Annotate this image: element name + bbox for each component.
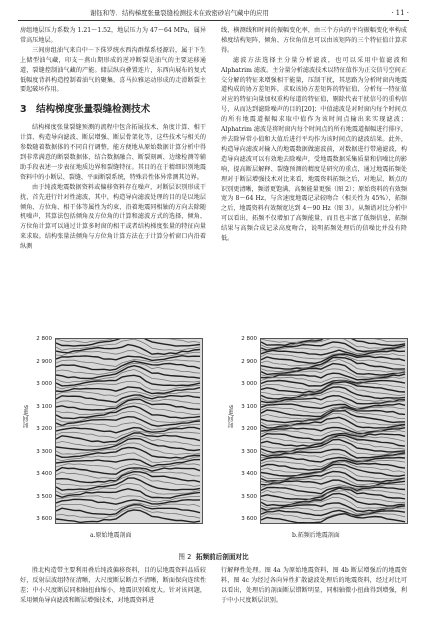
y-axis-ticks: [32, 335, 52, 522]
y-tick-label: 3 600: [36, 516, 52, 522]
seismic-section-original: [55, 338, 203, 524]
paragraph: 滤波方法选择主分量分析滤波，也可以采用中值滤波和 Alphatrim 滤波。主分量分析滤波技术以特征值作为正交信号空间正交分解的特征来增强相干能量，压制干扰，其思路为分析时窗内地震道构成的协方差矩阵，求取该协方差矩阵的特征值，分析每一特征值对应的特征向量加权重构每道的特征值，剔除代表干扰信号的重构信号，从而达到滤除噪声的目的[20]；中值滤波是对时窗内每个时间点的所有地震道振幅求取中值作为该时间点输出来实现滤波；Alphatrim 滤波是将时窗内每个时间点的所有地震道振幅进行排序，并去除异常小值和大值后进行平均作为该时间点的滤波结果。此外，构造导向滤波对输入的地震数据做滤波前，对数据进行带通滤波，构造导向滤波可以有效地去除噪声，受地震数据采集质量和信噪比的影响，提高断层解释、裂缝预测的精度是研究的重点，通过地震拓频处理对于断层增强技术对比来看，地震资料拓频之后，对地层、断点的识别更清晰，频谱更饱满，高频能量更强（图 2）；原始资料的有效频宽为 8～64 Hz，与含速度地震记录较吻合（相关性为 45%），拓频之后，地震资料有效频宽达到 4～90 Hz（图 3）。从频谱对比分析中可以看出，拓频不仅增加了高频能量，而且也丰富了低频信息，拓频结果与高频合成记录高度吻合，说明拓频处理后的信噪比并没有降低。: [221, 56, 407, 243]
y-tick-label: 3 300: [241, 448, 257, 455]
y-axis-label: 时间/ms: [23, 405, 30, 428]
figure-2: [20, 335, 407, 548]
y-tick-label: 3 400: [36, 471, 52, 477]
right-column: [221, 26, 407, 244]
page-header: [18, 6, 409, 21]
y-tick-label: 2 800: [241, 336, 257, 342]
seismic-panel-extended: [225, 335, 407, 522]
y-axis-label: 时间/ms: [228, 405, 235, 428]
paragraph: 房组地层压力系数为 1.21～1.52，地层压力为 47～64 MPa，属异常高压地层。: [20, 27, 206, 44]
y-tick-label: 3 100: [241, 403, 257, 410]
y-tick-label: 3 100: [36, 403, 52, 410]
paragraph: 线、横测线和时间的振幅变化率，由三个方向的平均振幅变化率构成梯度结构矩阵，倾角、方位角信息可以由该矩阵的三个特征值计算求得。: [221, 27, 407, 54]
paragraph: 三间房组油气来自中－下侏罗统水西沟群煤系烃源岩，属于下生上储型油气藏，印支－燕山期形成的逆冲断裂是油气的主要运移通道，裂缝控制油气藏的产能。储层纵向叠置连片，东西向展布的复式低幅度背斜构造控制着油气的聚集，喜马拉雅运动形成的走滑断裂主要起破坏作用。: [20, 46, 206, 94]
y-tick-label: 3 400: [241, 471, 257, 477]
caption-a: a.原始地震剖面: [90, 532, 132, 539]
y-tick-label: 2 800: [36, 336, 52, 342]
seismic-panel-original: [20, 335, 202, 522]
seismic-section-extended: [260, 338, 408, 524]
y-tick-label: 3 000: [241, 381, 257, 387]
paragraph: 胜北构造带主要利用叠后纯波偏移资料，目的层地震资料品质较好，反射层波组特征清晰，大尺度断层断点不清晰，断面保向连续性差；中小尺度断层同相轴扭曲缩小，地震识别难度大。针对该问题，采用倾角导向滤波和断层增强技术，对地震资料进: [20, 567, 206, 604]
y-tick-label: 2 900: [36, 358, 52, 365]
bottom-right-column: [221, 566, 407, 606]
y-tick-label: 2 900: [241, 358, 257, 365]
y-tick-label: 3 500: [36, 493, 52, 500]
section-heading: 3 结构梯度张量裂缝检测技术: [20, 104, 151, 116]
y-tick-label: 3 300: [36, 448, 52, 455]
caption-b: b.拓频后地震剖面: [292, 532, 340, 539]
y-tick-label: 3 200: [36, 426, 52, 432]
running-title: 谢钰和等．结构梯度张量裂缝检测技术在致密砂岩气藏中的应用: [90, 9, 269, 17]
bottom-left-column: [20, 566, 206, 606]
figure-title-text: 拓频前后剖面对比: [195, 553, 249, 561]
paragraph: 由于纯波地震数据资料或偏移资料存在噪声，对断层识别形成干扰，首先进行针对性滤波，其中，构造导向滤波处理的目的是以地层倾角、方位角、相干体等属性为约束，沿着地震同相轴的方向去除随机噪声，其算法包括倾角及方位角的计算和滤波方式的选择，倾角、方位角计算可以通过计算多时窗的相干或者结构梯度张量的特征向量来求取。结构张量法倾角与方位角计算方法在于计算分析窗口内沿着纵测: [20, 183, 206, 251]
y-axis-ticks: [237, 335, 257, 522]
figure-title: [0, 551, 427, 561]
paragraph: 行解释性处理。图 4a 为原始地震资料，图 4b 断层增强后的地震资料，图 4c 为经过各向异性扩散滤波处理后的地震资料，经过对比可以看出，处理后的剖面断层错断明显，同相轴微小扭曲得到增强，利于中小尺度断层识别。: [221, 567, 407, 604]
figure-number: 图 2: [178, 553, 192, 561]
paragraph: 结构梯度张量裂缝预测的流程中包含拓展技术、角度计算、相干计算、构造导向滤波、断层增强、断层骨架化等，这些技术与相关的参数随着数据体的不同自行调整，能方便地从原始数据计算分析中得到非常满意的断裂数据体，结合数据融合、断裂刻画、边缘检测等辅助手段表述一步表征地质边界和裂缝特征。其目的在于精细识别地震资料中的小断层、裂缝、平面断裂系统，特殊岩性体异常测其边界。: [20, 124, 206, 181]
y-tick-label: 3 200: [241, 426, 257, 432]
y-tick-label: 3 500: [241, 493, 257, 500]
left-column: [20, 26, 206, 252]
page-number: · 11 ·: [391, 9, 409, 17]
y-tick-label: 3 000: [36, 381, 52, 387]
y-tick-label: 3 600: [241, 516, 257, 522]
